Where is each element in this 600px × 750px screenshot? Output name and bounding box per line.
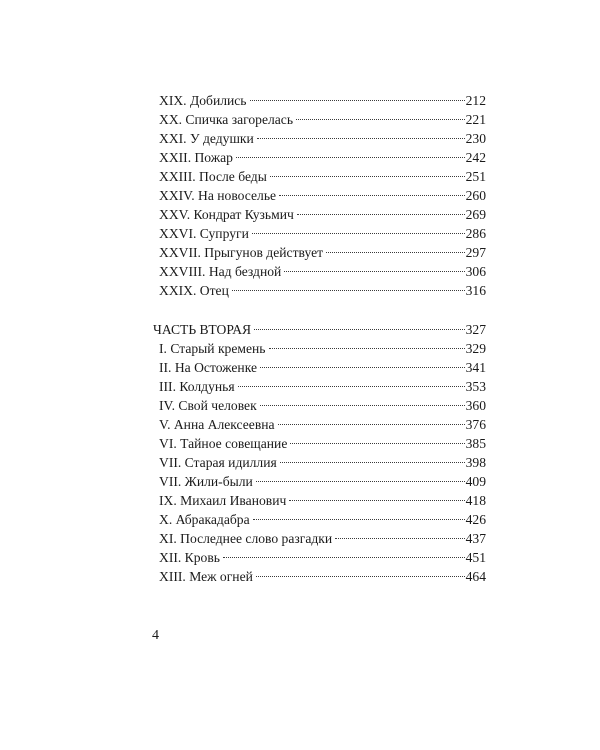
toc-entry-page: 418: [465, 493, 486, 508]
toc-entry-title: XXI. У дедушки: [159, 131, 254, 146]
dot-leader: [256, 467, 465, 486]
dot-leader: [236, 143, 465, 162]
dot-leader: [284, 257, 464, 276]
toc-entry-title: XXVI. Супруги: [159, 226, 249, 241]
dot-leader: [253, 505, 465, 524]
toc-entry-title: VI. Тайное совещание: [159, 436, 288, 451]
toc-entry-title: VII. Старая идиллия: [159, 455, 277, 470]
toc-entry-page: 409: [465, 474, 486, 489]
toc-entry-title: XII. Кровь: [159, 550, 220, 565]
dot-leader: [279, 181, 465, 200]
toc-entry-title: XXVII. Прыгунов действует: [159, 245, 324, 260]
toc-entry-page: 426: [465, 512, 486, 527]
toc-entry-page: 297: [465, 245, 486, 260]
dot-leader: [260, 391, 465, 410]
dot-leader: [223, 543, 465, 562]
toc-entry-page: 398: [465, 455, 486, 470]
toc-entry: [153, 86, 486, 108]
dot-leader: [252, 219, 465, 238]
part-heading-page: 327: [465, 322, 486, 337]
toc-entry-title: XXIV. На новоселье: [159, 188, 277, 203]
toc-entry-page: 221: [465, 112, 486, 127]
toc-entry-page: 269: [465, 207, 486, 222]
dot-leader: [256, 562, 465, 581]
dot-leader: [297, 200, 465, 219]
toc-entry-page: 385: [465, 436, 486, 451]
dot-leader: [232, 276, 465, 295]
toc-entry-page: 437: [465, 531, 486, 546]
toc-entry-title: II. На Остоженке: [159, 360, 257, 375]
dot-leader: [257, 124, 465, 143]
toc-entry-title: IX. Михаил Иванович: [159, 493, 287, 508]
toc-entry-title: XXVIII. Над бездной: [159, 264, 282, 279]
dot-leader: [269, 334, 465, 353]
dot-leader: [250, 86, 465, 105]
dot-leader: [270, 162, 465, 181]
toc-entry-page: 242: [465, 150, 486, 165]
dot-leader: [335, 524, 464, 543]
toc-entry-title: V. Анна Алексеевна: [159, 417, 275, 432]
dot-leader: [278, 410, 465, 429]
toc-part-two: [153, 315, 486, 584]
toc-entry-title: IV. Свой человек: [159, 398, 257, 413]
toc-entry-page: 464: [465, 569, 486, 584]
toc-entry-title: XXV. Кондрат Кузьмич: [159, 207, 294, 222]
dot-leader: [296, 105, 465, 124]
toc-entry-title: XIII. Меж огней: [159, 569, 253, 584]
toc-entry-page: 316: [465, 283, 486, 298]
dot-leader: [238, 372, 465, 391]
toc-entry-title: III. Колдунья: [159, 379, 235, 394]
dot-leader: [326, 238, 465, 257]
toc-entry-page: 376: [465, 417, 486, 432]
toc-entry-title: XIX. Добились: [159, 93, 247, 108]
toc-entry-page: 260: [465, 188, 486, 203]
toc-part-heading: [153, 315, 486, 337]
toc-entry-title: X. Абракадабра: [159, 512, 250, 527]
dot-leader: [280, 448, 465, 467]
dot-leader: [289, 486, 464, 505]
toc-entry-page: 341: [465, 360, 486, 375]
toc-part-one: [153, 86, 486, 298]
toc-entry-title: XXIII. После беды: [159, 169, 267, 184]
toc-entry-title: I. Старый кремень: [159, 341, 266, 356]
dot-leader: [290, 429, 464, 448]
part-heading-title: ЧАСТЬ ВТОРАЯ: [153, 322, 252, 337]
toc-entry-page: 360: [465, 398, 486, 413]
toc-entry-page: 212: [465, 93, 486, 108]
toc-entry-title: XXIX. Отец: [159, 283, 229, 298]
toc-entry-title: XXII. Пожар: [159, 150, 233, 165]
toc-entry-title: XX. Спичка загорелась: [159, 112, 294, 127]
toc-entry-page: 306: [465, 264, 486, 279]
toc-entry-page: 251: [465, 169, 486, 184]
toc-entry-page: 329: [465, 341, 486, 356]
toc-entry-page: 353: [465, 379, 486, 394]
toc-entry-title: XI. Последнее слово разгадки: [159, 531, 333, 546]
dot-leader: [254, 315, 465, 334]
toc-entry-page: 230: [465, 131, 486, 146]
toc-entry-page: 286: [465, 226, 486, 241]
toc-entry-title: VII. Жили-были: [159, 474, 253, 489]
dot-leader: [260, 353, 465, 372]
page-number: 4: [152, 628, 159, 643]
toc-entry-page: 451: [465, 550, 486, 565]
